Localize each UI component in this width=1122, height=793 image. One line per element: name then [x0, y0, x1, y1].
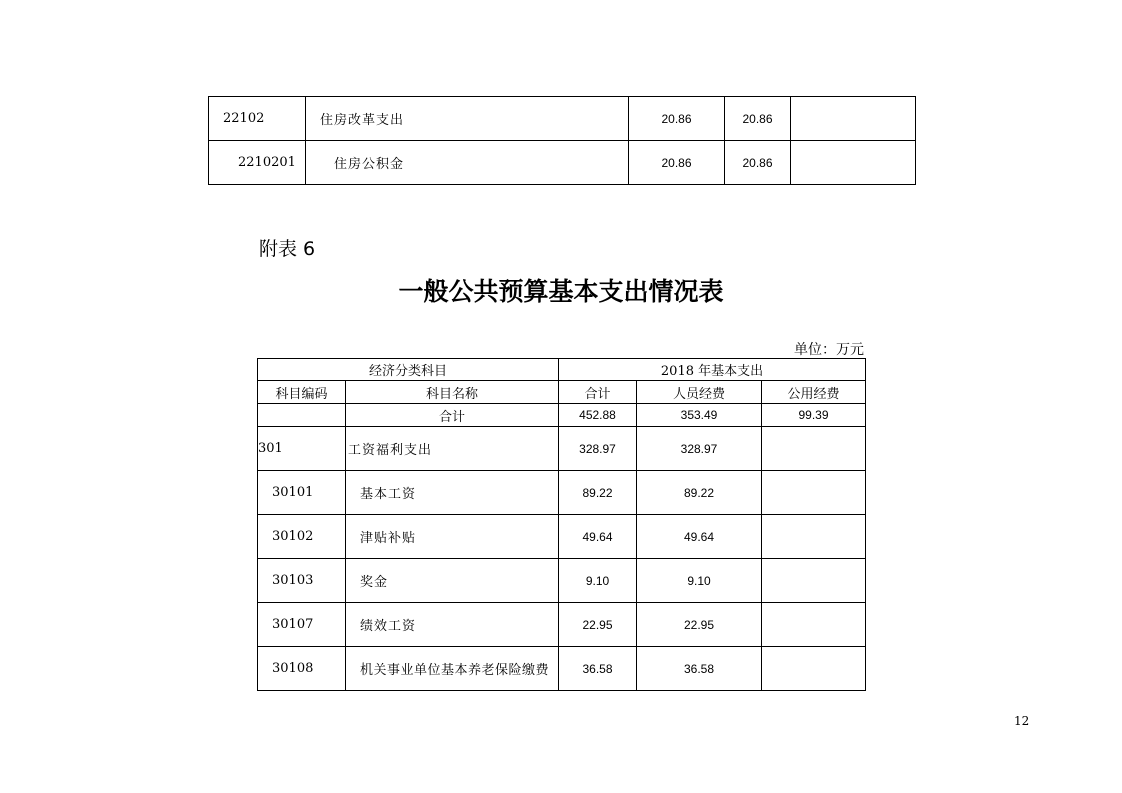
public-value [762, 647, 866, 691]
table-row [258, 427, 866, 471]
subject-code: 30101 [258, 471, 346, 515]
header-economic-classification: 经济分类科目 [258, 359, 559, 381]
subject-code: 30108 [258, 647, 346, 691]
public-value [762, 471, 866, 515]
col-header-code: 科目编码 [258, 381, 346, 404]
total-value: 89.22 [559, 471, 637, 515]
col-header-total: 合计 [559, 381, 637, 404]
subject-code: 30107 [258, 603, 346, 647]
continuation-table [208, 96, 916, 185]
budget-table [257, 358, 866, 691]
total-value: 20.86 [629, 97, 725, 141]
summary-row [258, 404, 866, 427]
subject-name: 基本工资 [346, 471, 559, 515]
appendix-label: 附表 6 [259, 238, 316, 260]
total-value: 49.64 [559, 515, 637, 559]
personnel-value: 36.58 [637, 647, 762, 691]
page-title: 一般公共预算基本支出情况表 [398, 277, 724, 306]
table-row [209, 97, 916, 141]
table-row [209, 141, 916, 185]
subject-code: 30102 [258, 515, 346, 559]
total-value: 36.58 [559, 647, 637, 691]
table-row [258, 515, 866, 559]
total-value: 22.95 [559, 603, 637, 647]
header-row [258, 359, 866, 381]
subject-name: 住房改革支出 [306, 97, 629, 141]
header-row [258, 381, 866, 404]
personnel-value: 328.97 [637, 427, 762, 471]
personnel-value: 49.64 [637, 515, 762, 559]
page-number: 12 [1014, 714, 1030, 728]
total-value: 20.86 [629, 141, 725, 185]
header-basic-expenditure: 2018 年基本支出 [559, 359, 866, 381]
public-value [762, 515, 866, 559]
unit-label: 单位：万元 [794, 342, 864, 358]
subject-code: 301 [258, 427, 346, 471]
table-row [258, 603, 866, 647]
subject-name: 住房公积金 [306, 141, 629, 185]
subject-name: 津贴补贴 [346, 515, 559, 559]
summary-public: 99.39 [762, 404, 866, 427]
personnel-value: 20.86 [725, 97, 791, 141]
personnel-value: 22.95 [637, 603, 762, 647]
col-header-personnel: 人员经费 [637, 381, 762, 404]
summary-total: 452.88 [559, 404, 637, 427]
public-value [791, 141, 916, 185]
summary-personnel: 353.49 [637, 404, 762, 427]
table-row [258, 647, 866, 691]
subject-code: 2210201 [209, 141, 306, 185]
total-value: 328.97 [559, 427, 637, 471]
summary-label: 合计 [346, 404, 559, 427]
public-value [762, 427, 866, 471]
personnel-value: 89.22 [637, 471, 762, 515]
public-value [791, 97, 916, 141]
subject-name: 机关事业单位基本养老保险缴费 [346, 647, 559, 691]
personnel-value: 9.10 [637, 559, 762, 603]
public-value [762, 603, 866, 647]
public-value [762, 559, 866, 603]
table-row [258, 559, 866, 603]
subject-name: 奖金 [346, 559, 559, 603]
subject-code: 30103 [258, 559, 346, 603]
total-value: 9.10 [559, 559, 637, 603]
subject-name: 工资福利支出 [346, 427, 559, 471]
subject-name: 绩效工资 [346, 603, 559, 647]
summary-code [258, 404, 346, 427]
table-row [258, 471, 866, 515]
col-header-name: 科目名称 [346, 381, 559, 404]
subject-code: 22102 [209, 97, 306, 141]
col-header-public: 公用经费 [762, 381, 866, 404]
personnel-value: 20.86 [725, 141, 791, 185]
